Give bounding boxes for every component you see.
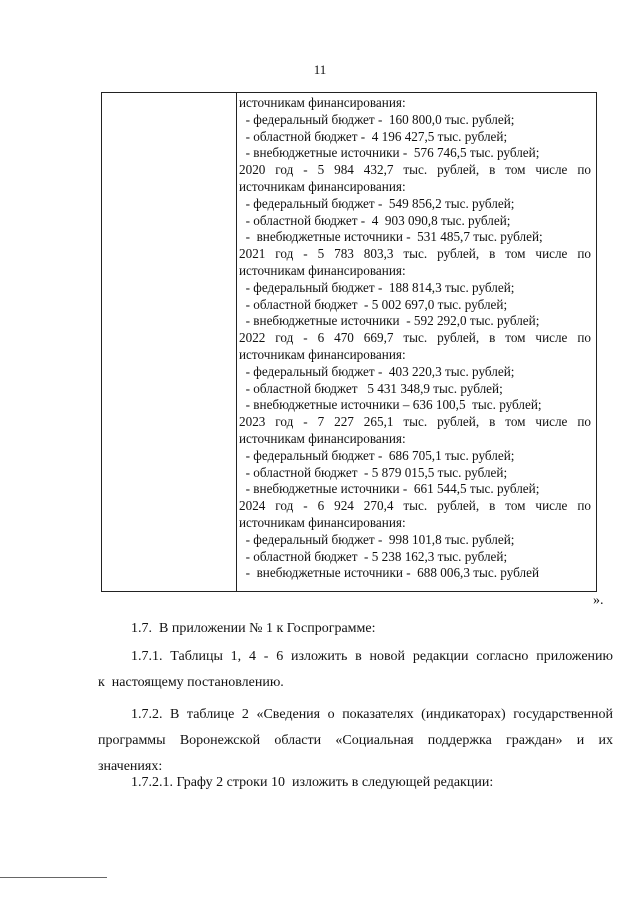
financing-line: источникам финансирования:: [239, 514, 406, 530]
footnote-rule: [0, 877, 107, 878]
table-left-cell: [102, 93, 237, 591]
paragraph-line: к настоящему постановлению.: [98, 675, 284, 690]
paragraph-1-7-1: [98, 648, 613, 691]
closing-quote: ».: [593, 593, 604, 608]
financing-line: - областной бюджет - 4 903 090,8 тыс. рублей;: [239, 212, 511, 228]
paragraph-line: 1.7.2.1. Графу 2 строки 10 изложить в следующей редакции:: [131, 775, 494, 790]
financing-year-line: 2022 год - 6 470 669,7 тыс. рублей, в том числе по: [239, 330, 591, 346]
financing-line: - областной бюджет - 5 879 015,5 тыс. рублей;: [239, 464, 508, 480]
financing-line: - федеральный бюджет - 403 220,3 тыс. рублей;: [239, 363, 515, 379]
financing-line: - областной бюджет - 5 002 697,0 тыс. рублей;: [239, 296, 508, 312]
financing-line: - внебюджетные источники - 661 544,5 тыс. рублей;: [239, 481, 540, 497]
paragraph-line: программы Воронежской области «Социальная поддержка граждан» и их: [98, 733, 613, 748]
financing-line: - федеральный бюджет - 160 800,0 тыс. рублей;: [239, 111, 515, 127]
financing-line: - федеральный бюджет - 549 856,2 тыс. рублей;: [239, 195, 515, 211]
paragraph-1-7-2-1: [131, 774, 611, 791]
financing-line: - федеральный бюджет - 188 814,3 тыс. рублей;: [239, 279, 515, 295]
paragraph-line: 1.7. В приложении № 1 к Госпрограмме:: [131, 621, 376, 636]
paragraph-line: 1.7.2. В таблице 2 «Сведения о показателях (индикаторах) государственной: [131, 707, 613, 722]
paragraph-line: значениях:: [98, 759, 163, 774]
financing-line: источникам финансирования:: [239, 178, 406, 194]
financing-line: источникам финансирования:: [239, 430, 406, 446]
page-number: 11: [313, 62, 327, 77]
financing-line: - внебюджетные источники - 576 746,5 тыс. рублей;: [239, 145, 540, 161]
financing-line: - внебюджетные источники – 636 100,5 тыс. рублей;: [239, 397, 542, 413]
financing-year-line: 2021 год - 5 783 803,3 тыс. рублей, в том числе по: [239, 246, 591, 262]
financing-line: источникам финансирования:: [239, 95, 406, 110]
financing-line: источникам финансирования:: [239, 262, 406, 278]
financing-line: источникам финансирования:: [239, 346, 406, 362]
financing-line: - областной бюджет - 4 196 427,5 тыс. рублей;: [239, 128, 508, 144]
financing-year-line: 2024 год - 6 924 270,4 тыс. рублей, в том числе по: [239, 498, 591, 514]
financing-year-line: 2020 год - 5 984 432,7 тыс. рублей, в том числе по: [239, 162, 591, 178]
financing-line: - внебюджетные источники - 531 485,7 тыс. рублей;: [239, 229, 543, 245]
financing-line: - внебюджетные источники - 688 006,3 тыс. рублей: [239, 565, 540, 581]
paragraph-line: 1.7.1. Таблицы 1, 4 - 6 изложить в новой редакции согласно приложению: [131, 649, 613, 664]
financing-line: - федеральный бюджет - 686 705,1 тыс. рублей;: [239, 447, 515, 463]
financing-line: - внебюджетные источники - 592 292,0 тыс. рублей;: [239, 313, 540, 329]
financing-table: [101, 92, 597, 592]
paragraph-1-7-2: [98, 706, 613, 775]
financing-year-line: 2023 год - 7 227 265,1 тыс. рублей, в том числе по: [239, 414, 591, 430]
financing-line: - областной бюджет 5 431 348,9 тыс. рублей;: [239, 380, 503, 396]
financing-cell: [239, 95, 591, 582]
financing-line: - областной бюджет - 5 238 162,3 тыс. рублей;: [239, 548, 508, 564]
financing-line: - федеральный бюджет - 998 101,8 тыс. рублей;: [239, 531, 515, 547]
paragraph-1-7: [131, 620, 611, 637]
